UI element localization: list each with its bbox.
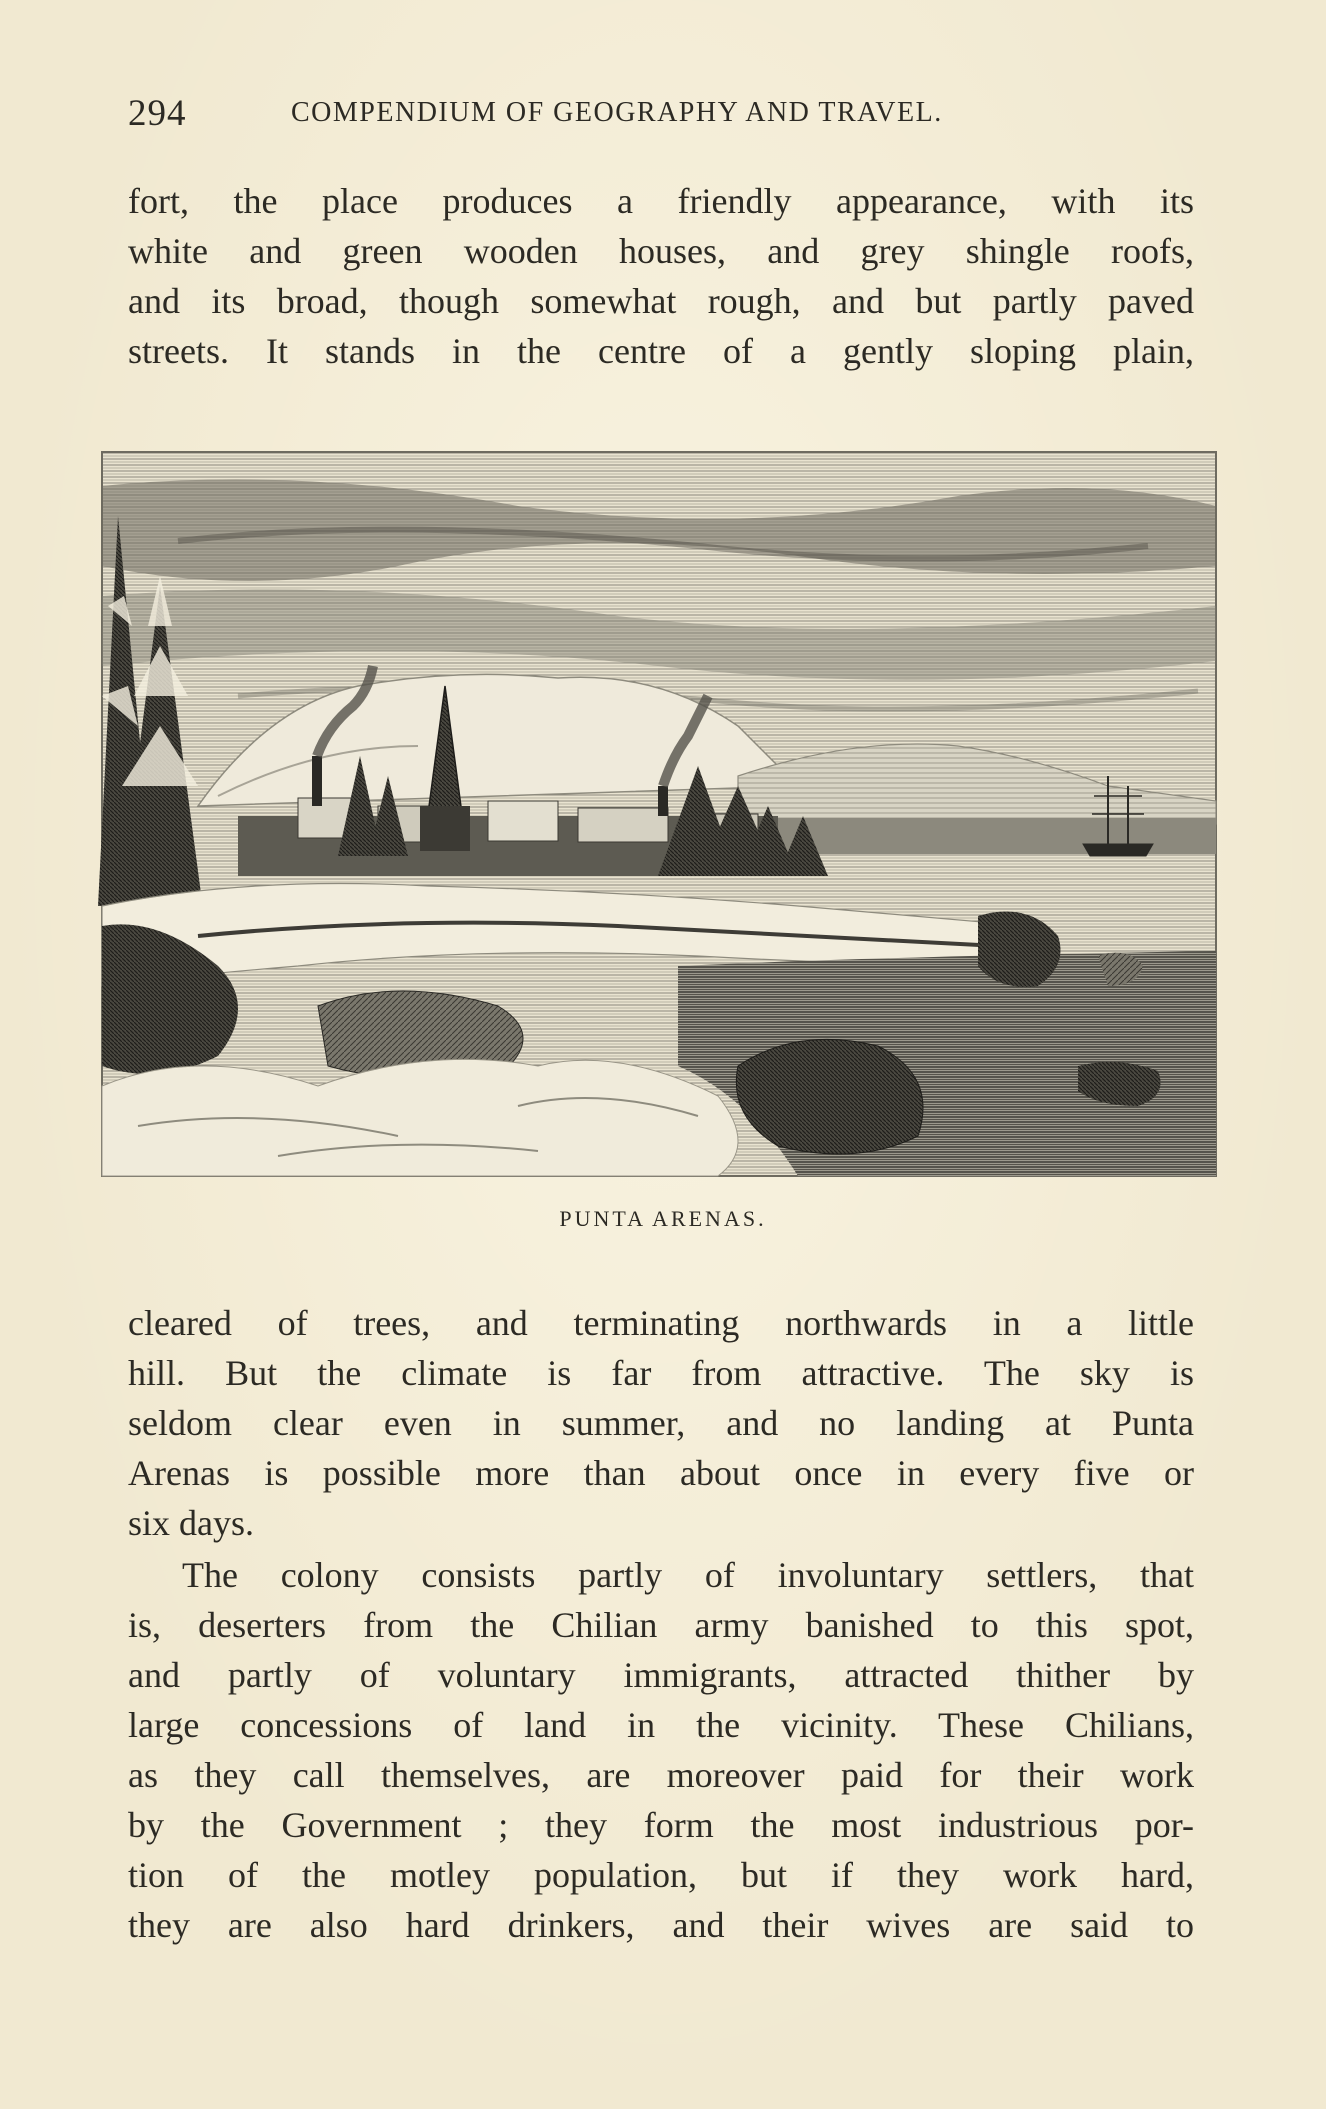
paragraph-continued-after-figure — [128, 1298, 1194, 1548]
text-line: and its broad, though somewhat rough, and but partly paved — [128, 281, 1194, 321]
text-line: fort, the place produces a friendly appearance, with its — [128, 181, 1194, 221]
text-line: tion of the motley population, but if they work hard, — [128, 1855, 1194, 1895]
running-head: COMPENDIUM OF GEOGRAPHY AND TRAVEL. — [291, 97, 943, 128]
text-line: streets. It stands in the centre of a gently sloping plain, — [128, 331, 1194, 371]
text-line: as they call themselves, are moreover paid for their work — [128, 1755, 1194, 1795]
text-line: is, deserters from the Chilian army banished to this spot, — [128, 1605, 1194, 1645]
text-line: Arenas is possible more than about once in every five or — [128, 1453, 1194, 1493]
paragraph-continued — [128, 176, 1194, 376]
text-line: cleared of trees, and terminating northwards in a little — [128, 1303, 1194, 1343]
text-line: large concessions of land in the vicinity. These Chilians, — [128, 1705, 1194, 1745]
text-line: six days. — [128, 1503, 254, 1543]
text-line: white and green wooden houses, and grey shingle roofs, — [128, 231, 1194, 271]
text-line: by the Government ; they form the most industrious por- — [128, 1805, 1194, 1845]
text-line: they are also hard drinkers, and their wives are said to — [128, 1905, 1194, 1945]
text-line: hill. But the climate is far from attractive. The sky is — [128, 1353, 1194, 1393]
text-line: and partly of voluntary immigrants, attracted thither by — [128, 1655, 1194, 1695]
punta-arenas-engraving — [98, 446, 1220, 1182]
text-line: seldom clear even in summer, and no landing at Punta — [128, 1403, 1194, 1443]
figure-caption: PUNTA ARENAS. — [559, 1206, 767, 1231]
text-line: The colony consists partly of involuntary settlers, that — [182, 1555, 1194, 1595]
paragraph-colony — [128, 1550, 1194, 1950]
page-header — [128, 92, 1208, 142]
page-number: 294 — [128, 93, 187, 134]
